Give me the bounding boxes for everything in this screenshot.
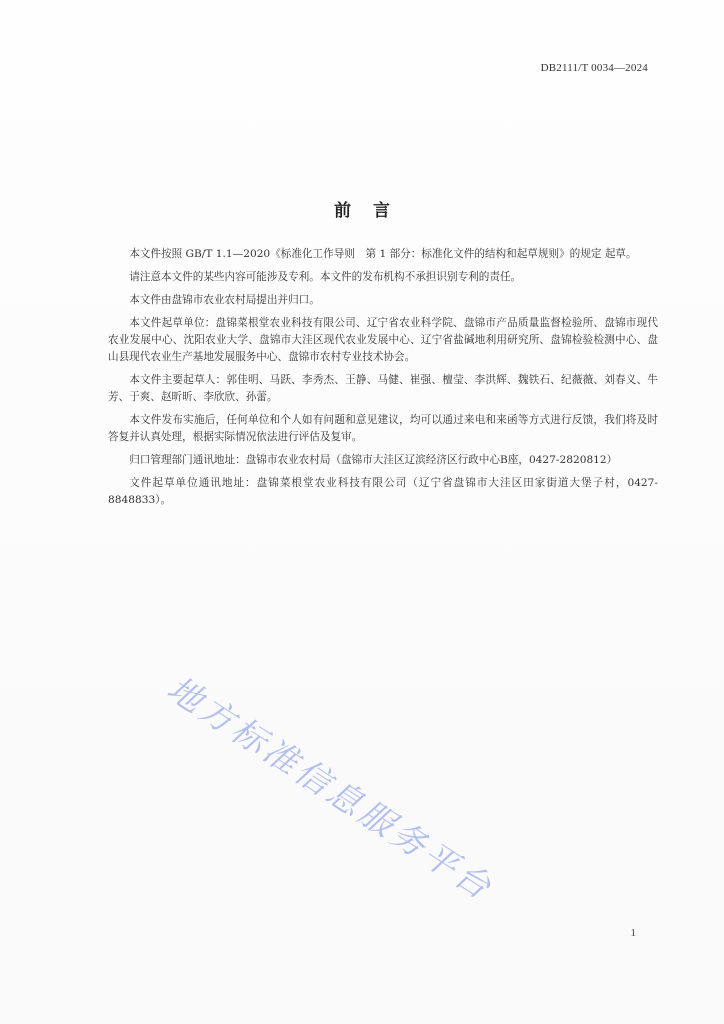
paragraph-proposer: 本文件由盘锦市农业农村局提出并归口。 (129, 294, 320, 306)
document-id: DB2111/T 0034—2024 (540, 62, 648, 74)
foreword-body (108, 246, 658, 515)
paragraph-authority-address: 归口管理部门通讯地址：盘锦市农业农村局（盘锦市大洼区辽滨经济区行政中心B座，0427-2820812） (129, 454, 618, 466)
watermark: 地方标准信息服务平台 (159, 668, 501, 910)
paragraph-feedback: 本文件发布实施后，任何单位和个人如有问题和意见建议，均可以通过来电和来函等方式进行反馈，我们将及时答复并认真处理，根据实际情况依法进行评估及复审。 (108, 414, 658, 443)
page-title: 前言 (334, 201, 412, 221)
paragraph-drafter-address: 文件起草单位通讯地址：盘锦菜根堂农业科技有限公司（辽宁省盘锦市大洼区田家街道大堡子村，0427-8848833）。 (108, 477, 658, 506)
paragraph-patent-notice: 请注意本文件的某些内容可能涉及专利。本文件的发布机构不承担识别专利的责任。 (129, 271, 522, 283)
paragraph-drafters: 本文件主要起草人：郭佳明、马跃、李秀杰、王静、马健、崔强、檀莹、李洪辉、魏铁石、纪薇薇、刘春义、牛芳、于爽、赵昕昕、李欣欣、孙蕾。 (108, 374, 658, 403)
paragraph-standard-basis: 本文件按照 GB/T 1.1—2020《标准化工作导则 第 1 部分：标准化文件的结构和起草规则》的规定 起草。 (129, 248, 637, 260)
paragraph-drafting-units: 本文件起草单位：盘锦菜根堂农业科技有限公司、辽宁省农业科学院、盘锦市产品质量监督检验所、盘锦市现代农业发展中心、沈阳农业大学、盘锦市大洼区现代农业发展中心、辽宁省盐碱地利用研究所、盘锦检验检测中心、盘山县现代农业生产基地发展服务中心、盘锦市农村专业技术协会。 (108, 317, 658, 363)
page-number: 1 (630, 927, 636, 939)
